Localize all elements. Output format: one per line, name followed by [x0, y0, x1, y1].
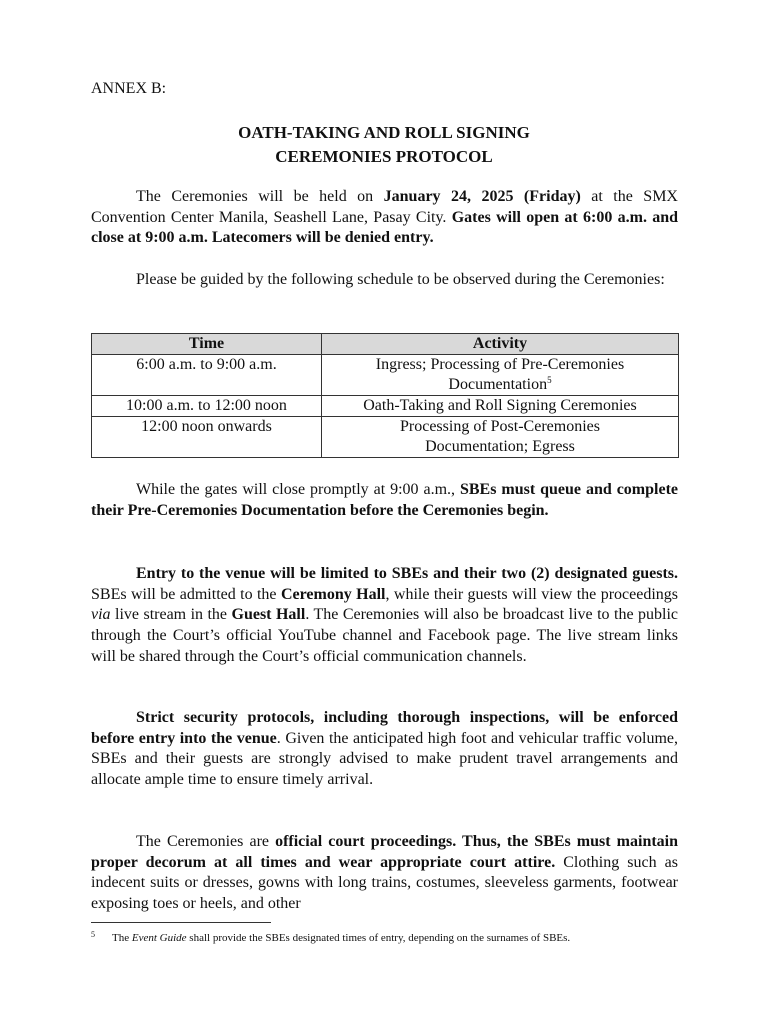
activity-cell	[322, 355, 679, 396]
column-header-activity: Activity	[322, 334, 679, 355]
emphasis-text: SBEs must queue and complete their Pre-Ceremonies Documentation before the Ceremonies begin.	[91, 481, 679, 519]
activity-text: Documentation	[448, 376, 548, 393]
text: , while their guests will view the proceedings	[385, 585, 678, 603]
paragraph-venue	[91, 187, 678, 249]
footnote-divider	[91, 922, 271, 923]
footnote-reference[interactable]: 5	[547, 375, 552, 385]
text: . The Ceremonies will also be broadcast live to the public through the Court’s official YouTube channel and Facebook page. The live stream links will be shared through the Court’s official communication channels.	[91, 606, 678, 665]
text: at the SMX Convention Center Manila, Seashell Lane, Pasay City.	[91, 188, 678, 226]
ceremony-hall: Ceremony Hall	[280, 585, 386, 603]
paragraph-security	[91, 708, 678, 791]
text: shall provide the SBEs designated times of entry, depending on the surnames of SBEs.	[186, 932, 571, 944]
emphasis-text: official court proceedings	[275, 833, 453, 850]
text: The	[112, 932, 132, 944]
footnote-marker: 5	[91, 930, 95, 939]
text: Clothing such as indecent suits or dresses, gowns with long trains, costumes, sleeveless garments, footwear exposing toes or heels, and other	[91, 853, 679, 913]
italic-text: via	[91, 606, 111, 624]
time-cell: 12:00 noon onwards	[92, 417, 322, 458]
time-cell: 10:00 a.m. to 12:00 noon	[92, 396, 322, 417]
emphasis-text: Strict security protocols, including thorough inspections, will be enforced before entry into the venue	[91, 709, 678, 747]
time-cell: 6:00 a.m. to 9:00 a.m.	[92, 355, 322, 396]
text: SBEs will be admitted to the	[91, 585, 281, 603]
paragraph-entry	[91, 564, 678, 668]
emphasis-text: Entry to the venue will be limited to SBEs and their two (2) designated guests.	[136, 565, 678, 582]
guest-hall: Guest Hall	[231, 606, 306, 624]
title-line-1: OATH-TAKING AND ROLL SIGNING	[238, 123, 530, 142]
activity-cell: Oath-Taking and Roll Signing Ceremonies	[322, 396, 679, 417]
text: live stream in the	[110, 606, 232, 624]
gates-notice: Gates will open at 6:00 a.m. and close at 9:00 a.m. Latecomers will be denied entry.	[91, 208, 679, 247]
text: . Given the anticipated high foot and vehicular traffic volume, SBEs and their guests are strongly advised to make prudent travel arrangements and allocate ample time to ensure timely arrival.	[91, 729, 679, 789]
emphasis-text: . Thus, the SBEs must maintain proper decorum at all times and wear appropriate court attire.	[91, 833, 679, 871]
paragraph-decorum	[91, 832, 678, 915]
text: The Ceremonies will be held on	[136, 188, 384, 205]
table-row	[92, 355, 679, 396]
title-line-2: CEREMONIES PROTOCOL	[275, 147, 493, 166]
activity-text: Documentation; Egress	[425, 438, 575, 455]
paragraph-queue	[91, 480, 678, 521]
table-row	[92, 417, 679, 458]
table-row	[92, 396, 679, 417]
column-header-time: Time	[92, 334, 322, 355]
event-guide: Event Guide	[131, 932, 187, 944]
activity-cell	[322, 417, 679, 458]
paragraph-schedule-intro: Please be guided by the following schedule to be observed during the Ceremonies:	[136, 271, 665, 288]
text: The Ceremonies are	[136, 833, 276, 850]
footnote-text	[112, 931, 570, 945]
activity-text: Ingress; Processing of Pre-Ceremonies	[375, 356, 625, 373]
schedule-table	[91, 333, 679, 458]
annex-label: ANNEX B:	[91, 80, 167, 97]
activity-text: Processing of Post-Ceremonies	[400, 418, 600, 435]
event-date: January 24, 2025 (Friday)	[383, 188, 581, 205]
table-header-row	[92, 334, 679, 355]
text: While the gates will close promptly at 9:00 a.m.,	[136, 481, 460, 498]
